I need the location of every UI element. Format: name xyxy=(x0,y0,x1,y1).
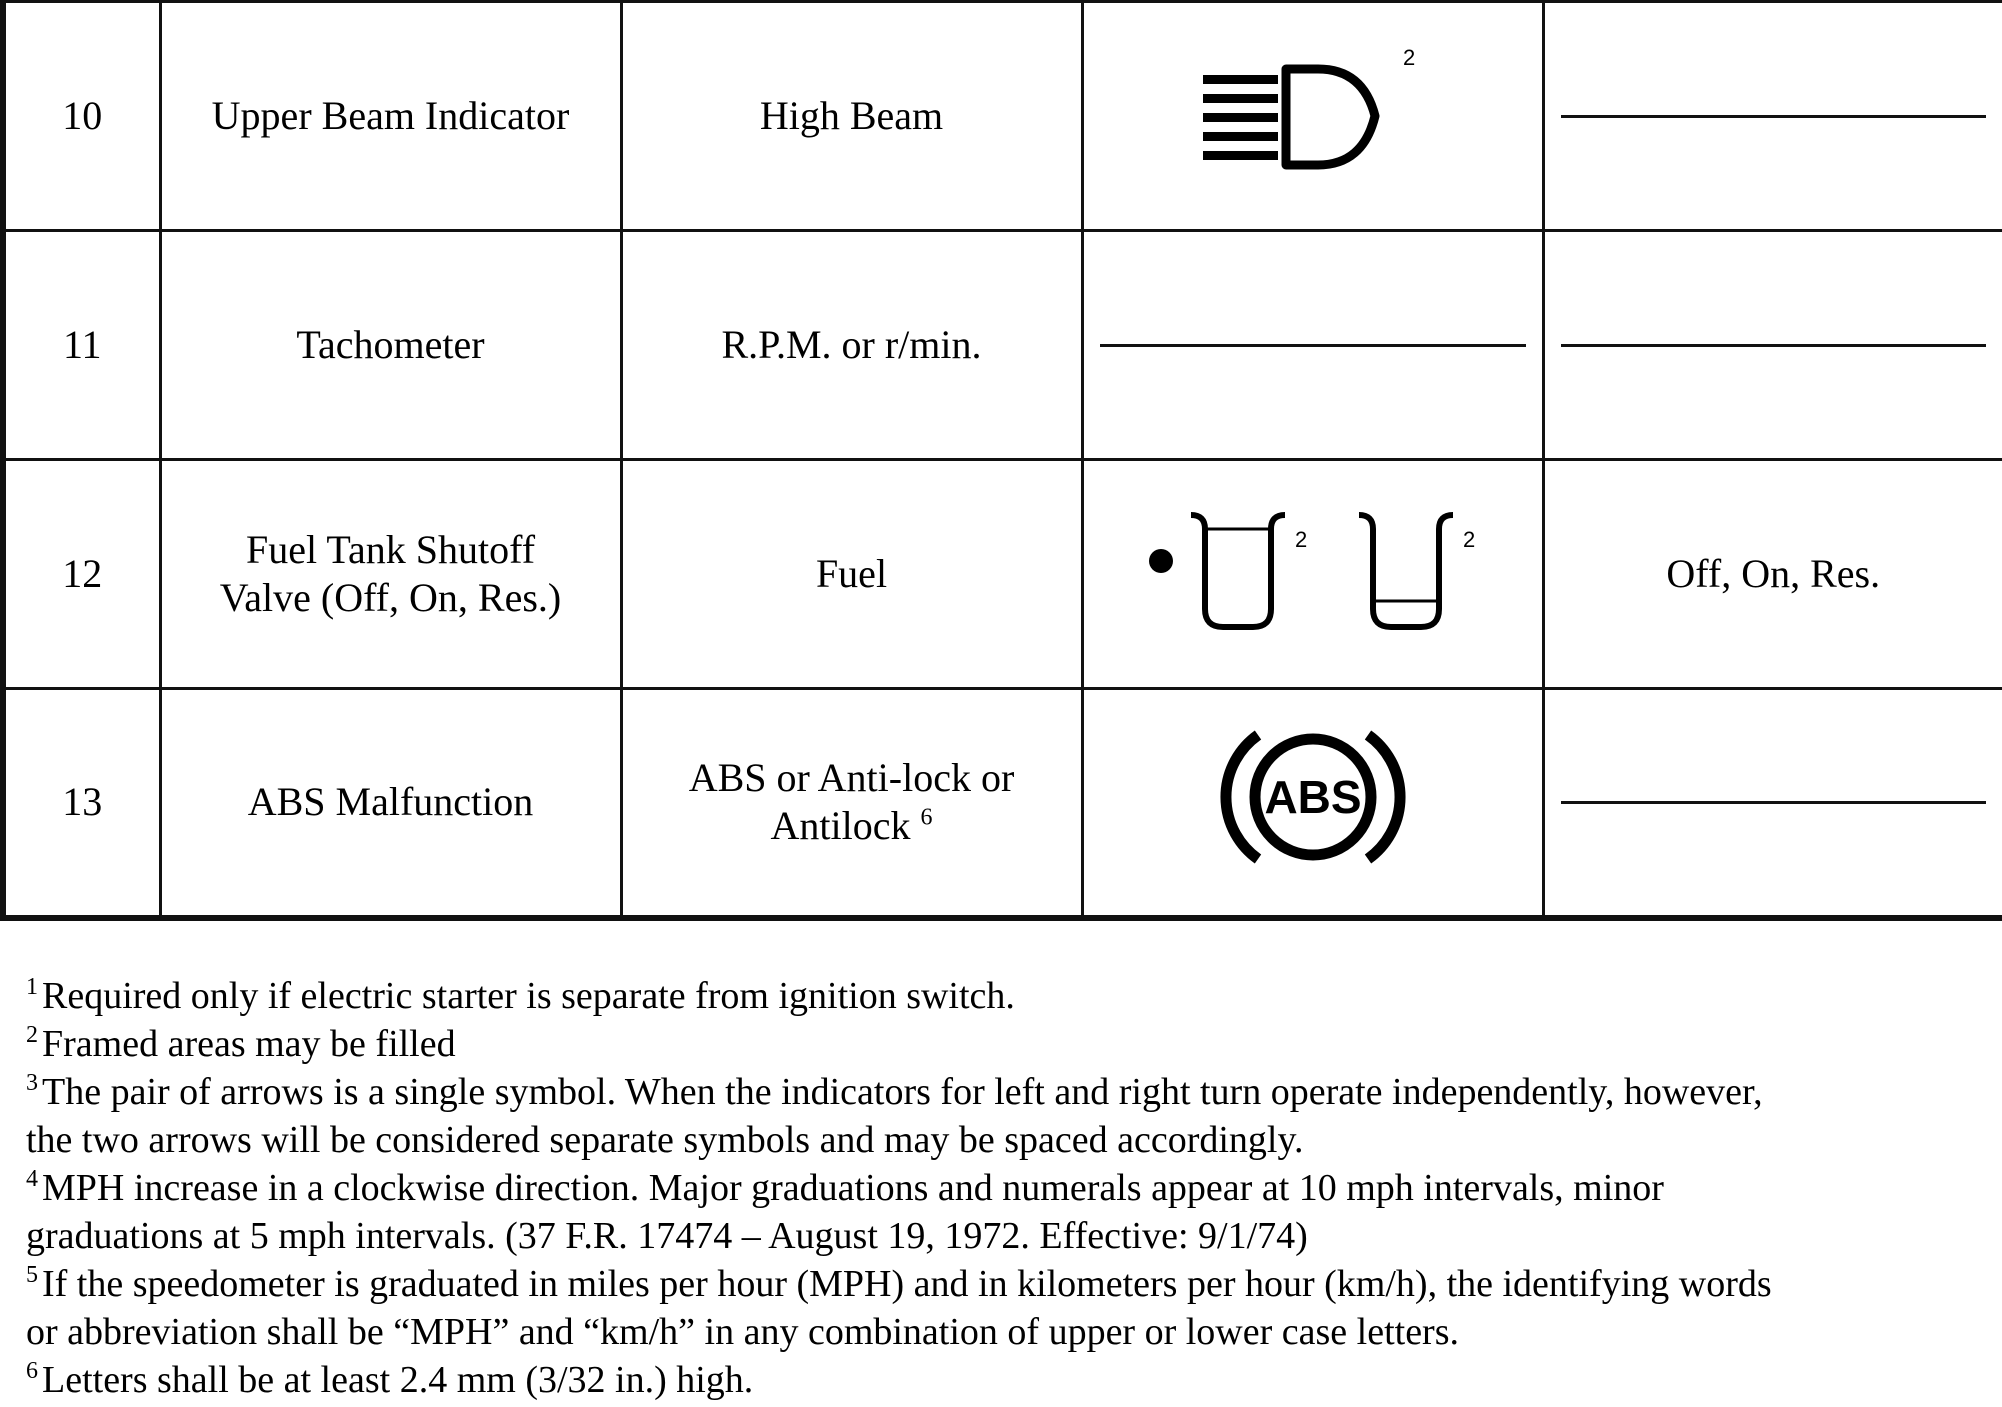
illumination-cell: Off, On, Res. xyxy=(1543,460,2002,689)
footnote-ref: 2 xyxy=(1402,44,1415,70)
row-number: 11 xyxy=(3,231,160,460)
identification-cell: R.P.M. or r/min. xyxy=(621,231,1082,460)
footnote-ref: 2 xyxy=(1462,526,1475,552)
footnote xyxy=(26,1164,1986,1212)
footnote-ref: 2 xyxy=(1294,526,1307,552)
abs-label: ABS xyxy=(1263,770,1362,823)
footnote xyxy=(26,1020,1986,1068)
high-beam-icon xyxy=(1193,41,1433,181)
footnote xyxy=(26,1260,1986,1308)
identification-cell: Fuel xyxy=(621,460,1082,689)
footnote xyxy=(26,1068,1986,1116)
symbol-cell xyxy=(1082,2,1543,231)
item-line: Valve (Off, On, Res.) xyxy=(219,575,562,620)
item-cell: ABS Malfunction xyxy=(160,689,621,918)
row-number: 12 xyxy=(3,460,160,689)
row-number: 10 xyxy=(3,2,160,231)
footnote-number: 2 xyxy=(26,1022,38,1049)
footnote-ref: 6 xyxy=(920,804,933,831)
footnote-text: Letters shall be at least 2.4 mm (3/32 in.) high. xyxy=(42,1359,754,1401)
footnote-number: 3 xyxy=(26,1070,38,1097)
identification-cell: High Beam xyxy=(621,2,1082,231)
item-cell: Upper Beam Indicator xyxy=(160,2,621,231)
table-row xyxy=(3,2,2002,231)
footnote-continuation: the two arrows will be considered separate symbols and may be spaced accordingly. xyxy=(26,1119,1304,1161)
footnote-number: 6 xyxy=(26,1358,38,1385)
identification-cell xyxy=(621,689,1082,918)
symbol-cell xyxy=(1082,231,1543,460)
table-row xyxy=(3,460,2002,689)
empty-dash xyxy=(1100,344,1526,347)
item-cell: Tachometer xyxy=(160,231,621,460)
footnote xyxy=(26,1356,1986,1404)
table-row xyxy=(3,689,2002,918)
footnote-text: The pair of arrows is a single symbol. When the indicators for left and right turn operate independently, however, xyxy=(42,1071,1763,1113)
footnote-number: 1 xyxy=(26,974,38,1001)
footnote-text: If the speedometer is graduated in miles per hour (MPH) and in kilometers per hour (km/h), the identifying words xyxy=(42,1263,1772,1305)
illumination-cell xyxy=(1543,231,2002,460)
footnote-text: MPH increase in a clockwise direction. Major graduations and numerals appear at 10 mph intervals, minor xyxy=(42,1167,1664,1209)
illumination-cell xyxy=(1543,689,2002,918)
item-cell xyxy=(160,460,621,689)
footnote-continuation: graduations at 5 mph intervals. (37 F.R. 17474 – August 19, 1972. Effective: 9/1/74) xyxy=(26,1215,1308,1257)
symbol-cell xyxy=(1082,460,1543,689)
illumination-cell xyxy=(1543,2,2002,231)
identification-line: Antilock xyxy=(770,803,911,849)
empty-dash xyxy=(1561,344,1987,347)
empty-dash xyxy=(1561,801,1987,804)
table-row xyxy=(3,231,2002,460)
footnote xyxy=(26,972,1986,1020)
identification-line: ABS or Anti-lock or xyxy=(688,755,1015,801)
abs-icon xyxy=(1208,717,1418,877)
row-number: 13 xyxy=(3,689,160,918)
footnote-continuation: or abbreviation shall be “MPH” and “km/h” in any combination of upper or lower case letters. xyxy=(26,1311,1459,1353)
footnotes xyxy=(26,972,1986,1404)
fuel-tank-icon xyxy=(1113,489,1513,649)
footnote-number: 5 xyxy=(26,1262,38,1289)
footnote-text: Framed areas may be filled xyxy=(42,1023,456,1065)
symbol-cell xyxy=(1082,689,1543,918)
empty-dash xyxy=(1561,115,1987,118)
footnote-text: Required only if electric starter is separate from ignition switch. xyxy=(42,975,1015,1017)
item-line: Fuel Tank Shutoff xyxy=(245,527,536,572)
footnote-number: 4 xyxy=(26,1166,38,1193)
